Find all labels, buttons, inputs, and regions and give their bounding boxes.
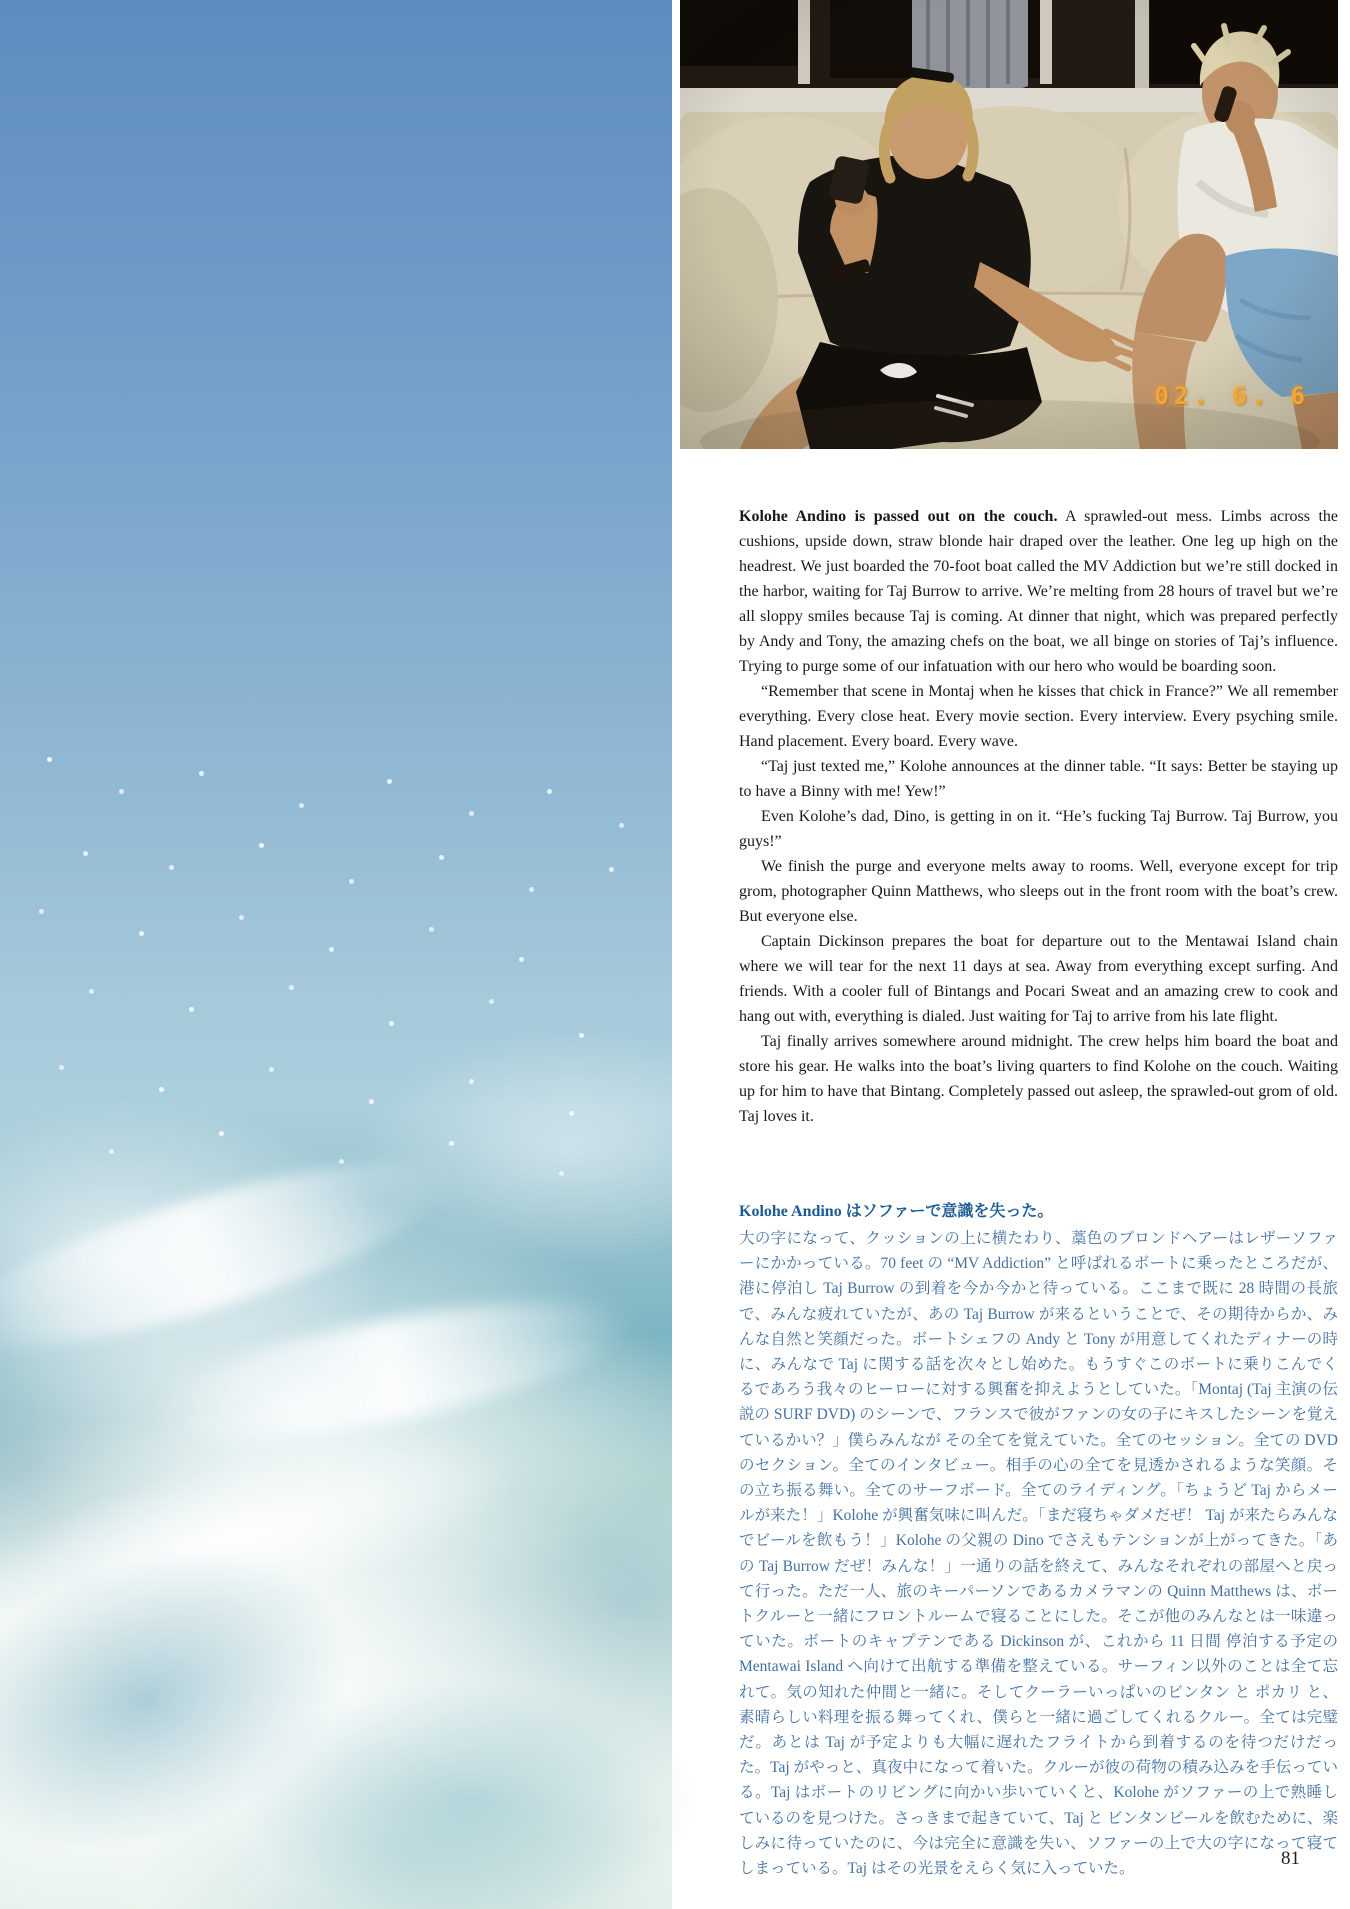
wave-spray bbox=[0, 1495, 395, 1905]
japanese-translation bbox=[739, 1199, 1338, 1881]
article-paragraph: “Taj just texted me,” Kolohe announces at the dinner table. “It says: Better be staying up to have a Binny with me! Yew!” bbox=[739, 758, 1338, 800]
boat-couch-photo bbox=[680, 0, 1338, 449]
wave-spray bbox=[0, 1126, 465, 1383]
wave-spray bbox=[145, 1275, 635, 1465]
wave-spray bbox=[0, 1394, 530, 1675]
article-paragraph: We finish the purge and everyone melts away to rooms. Well, everyone except for trip grom, photographer Quinn Matthews, who sleeps out in the front room with the boat’s crew. But everyone else. bbox=[739, 858, 1338, 925]
japanese-paragraph: 大の字になって、クッションの上に横たわり、藁色のブロンドヘアーはレザーソファーにかかっている。70 feet の “MV Addiction” と呼ばれるボートに乗ったところだが、港に停泊し Taj Burrow の到着を今か今かと待っている。ここまで既に 28 時間の長旅で、みんな疲れていたが、あの Taj Burrow が来るということで、その期待からか、みんな自然と笑顔だった。ボートシェフの Andy と Tony が用意してくれたディナーの時に、みんなで Taj に関する話を次々とし始めた。もうすぐこのボートに乗りこんでくるであろう我々のヒーローに対する興奮を抑えようとしていた。「Montaj (Taj 主演の伝説の SURF DVD) のシーンで、フランスで彼がファンの女の子にキスしたシーンを覚えているかい？」僕らみんなが その全てを覚えていた。全てのセッション。全ての DVD のセクション。全てのインタビュー。相手の心の全てを見透かされるような笑顔。その立ち振る舞い。全てのサーフボード。全てのライディング。「ちょうど Taj からメールが来た！」Kolohe が興奮気味に叫んだ。「まだ寝ちゃダメだぜ！ Taj が来たらみんなでビールを飲もう！」Kolohe の父親の Dino でさえもテンションが上がってきた。「あの Taj Burrow だぜ！みんな！」一通りの話を終えて、みんなそれぞれの部屋へと戻って行った。ただ一人、旅のキーパーソンであるカメラマンの Quinn Matthews は、ボートクルーと一緒にフロントルームで寝ることにした。そこが他のみんなとは一味違っていた。ボートのキャプテンである Dickinson が、これから 11 日間 停泊する予定の Mentawai Island へ向けて出航する準備を整えている。サーフィン以外のことは全て忘れて。気の知れた仲間と一緒に。そしてクーラーいっぱいのビンタン と ポカリ と、素晴らしい料理を振る舞ってくれ、僕らと一緒に過ごしてくれるクルー。全ては完璧だ。あとは Taj が予定よりも大幅に遅れたフライトから到着するのを待つだけだった。Taj がやっと、真夜中になって着いた。クルーが彼の荷物の積み込みを手伝っている。Taj はボートのリビングに向かい歩いていくと、Kolohe がソファーの上で熟睡しているのを見つけた。さっきまで起きていて、Taj と ビンタンビールを飲むために、楽しみに待っていたのに、今は完全に意識を失い、ソファーの上で大の字になって寝てしまっている。Taj はその光景をえらく気に入っていた。 bbox=[739, 1230, 1338, 1878]
article-paragraph-text: A sprawled-out mess. Limbs across the cushions, upside down, straw blonde hair draped over the leather. One leg up high on the headrest. We just boarded the 70-foot boat called the MV Addiction but we’re still docked in the harbor, waiting for Taj Burrow to arrive. We’re melting from 28 hours of travel but we’re all sloppy smiles because Taj is coming. At dinner that night, which was prepared perfectly by Andy and Tony, the amazing chefs on the boat, we all binge on stories of Taj’s influence. Trying to purge some of our infatuation with our hero who would be boarding soon. bbox=[739, 508, 1339, 675]
article-paragraph: “Remember that scene in Montaj when he kisses that chick in France?” We all remember everything. Every close heat. Every movie section. Every interview. Every psyching smile. Hand placement. Every board. Every wave. bbox=[739, 683, 1338, 750]
photo-timestamp: 02. 6. 6 bbox=[1154, 382, 1310, 410]
page-number: 81 bbox=[1281, 1848, 1300, 1869]
japanese-heading: Kolohe Andino はソファーで意識を失った。 bbox=[739, 1203, 1054, 1220]
article-paragraph bbox=[739, 504, 1338, 679]
article-paragraph: Even Kolohe’s dad, Dino, is getting in on it. “He’s fucking Taj Burrow. Taj Burrow, you guys!” bbox=[739, 808, 1338, 850]
ocean-wave-photo bbox=[0, 0, 672, 1909]
article-paragraph: Taj finally arrives somewhere around midnight. The crew helps him board the boat and store his gear. He walks into the boat’s living quarters to find Kolohe on the couch. Waiting up for him to have that Bintang. Completely passed out asleep, the sprawled-out grom of old. Taj loves it. bbox=[739, 1033, 1338, 1125]
article-paragraph: Captain Dickinson prepares the boat for departure out to the Mentawai Island chain where we will tear for the next 11 days at sea. Away from everything except surfing. And friends. With a cooler full of Bintangs and Pocari Sweat and an amazing crew to cook and hang out with, everything is dialed. Just waiting for Taj to arrive from his late flight. bbox=[739, 933, 1338, 1025]
article-lead: Kolohe Andino is passed out on the couch. bbox=[739, 508, 1058, 525]
english-article bbox=[739, 504, 1338, 1129]
wave-spray bbox=[240, 1680, 700, 1909]
